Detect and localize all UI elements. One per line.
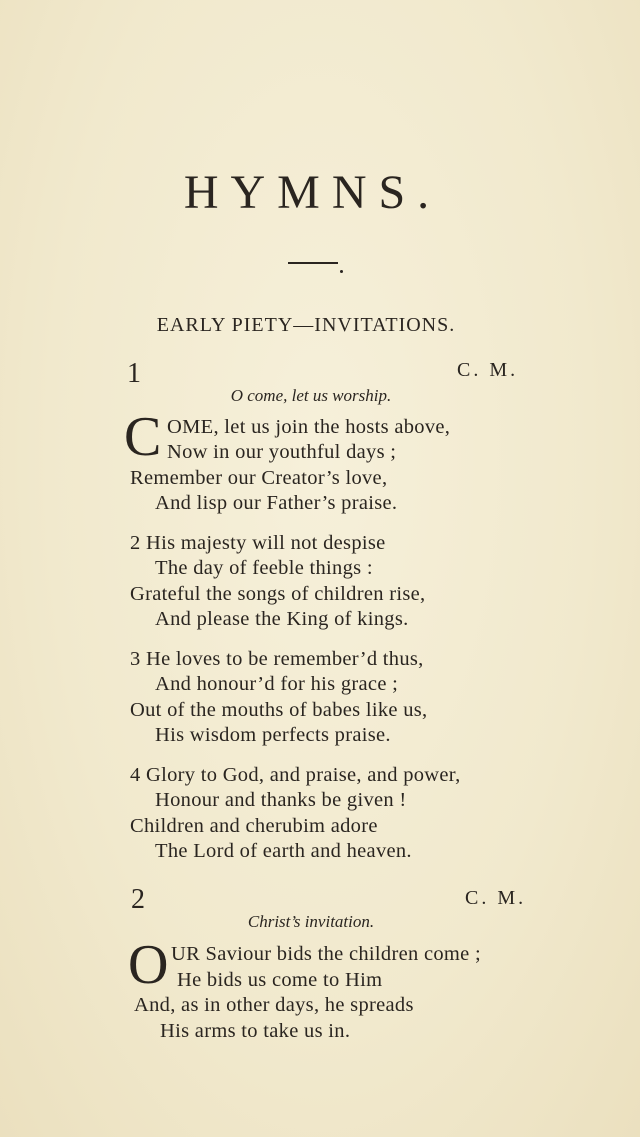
hymn-subtitle: O come, let us worship. xyxy=(230,386,392,405)
verse-line: And honour’d for his grace ; xyxy=(155,673,399,695)
drop-cap: O xyxy=(128,934,169,996)
drop-cap: C xyxy=(124,406,162,468)
verse-line: The Lord of earth and heaven. xyxy=(155,840,412,862)
title-rule-dot xyxy=(340,270,343,273)
verse-line: Honour and thanks be given ! xyxy=(155,789,407,811)
page-title: HYMNS. xyxy=(183,166,442,219)
verse-line: OME, let us join the hosts above, xyxy=(167,416,451,438)
verse-line: And, as in other days, he spreads xyxy=(134,994,414,1016)
verse-line: Out of the mouths of babes like us, xyxy=(130,699,428,721)
verse-line: He bids us come to Him xyxy=(177,969,383,991)
verse-line: And lisp our Father’s praise. xyxy=(155,492,398,514)
hymn-meter: C. M. xyxy=(457,359,519,381)
verse-line: The day of feeble things : xyxy=(155,557,373,579)
title-rule xyxy=(288,262,338,264)
verse-line: UR Saviour bids the children come ; xyxy=(171,943,481,965)
section-heading: EARLY PIETY—INVITATIONS. xyxy=(156,314,456,336)
verse-line: His wisdom perfects praise. xyxy=(155,724,391,746)
verse-line: His arms to take us in. xyxy=(160,1020,351,1042)
verse-line: 4 Glory to God, and praise, and power, xyxy=(130,764,461,786)
verse-line: Now in our youthful days ; xyxy=(167,441,397,463)
hymn-number: 2 xyxy=(131,884,145,915)
verse-line: Grateful the songs of children rise, xyxy=(130,583,426,605)
verse-line: 3 He loves to be remember’d thus, xyxy=(130,648,424,670)
verse-line: Children and cherubim adore xyxy=(130,815,378,837)
verse-line: Remember our Creator’s love, xyxy=(130,467,388,489)
hymn-subtitle: Christ’s invitation. xyxy=(247,912,375,931)
hymn-number: 1 xyxy=(127,358,141,389)
verse-line: And please the King of kings. xyxy=(155,608,409,630)
hymn-meter: C. M. xyxy=(465,887,527,909)
verse-line: 2 His majesty will not despise xyxy=(130,532,386,554)
